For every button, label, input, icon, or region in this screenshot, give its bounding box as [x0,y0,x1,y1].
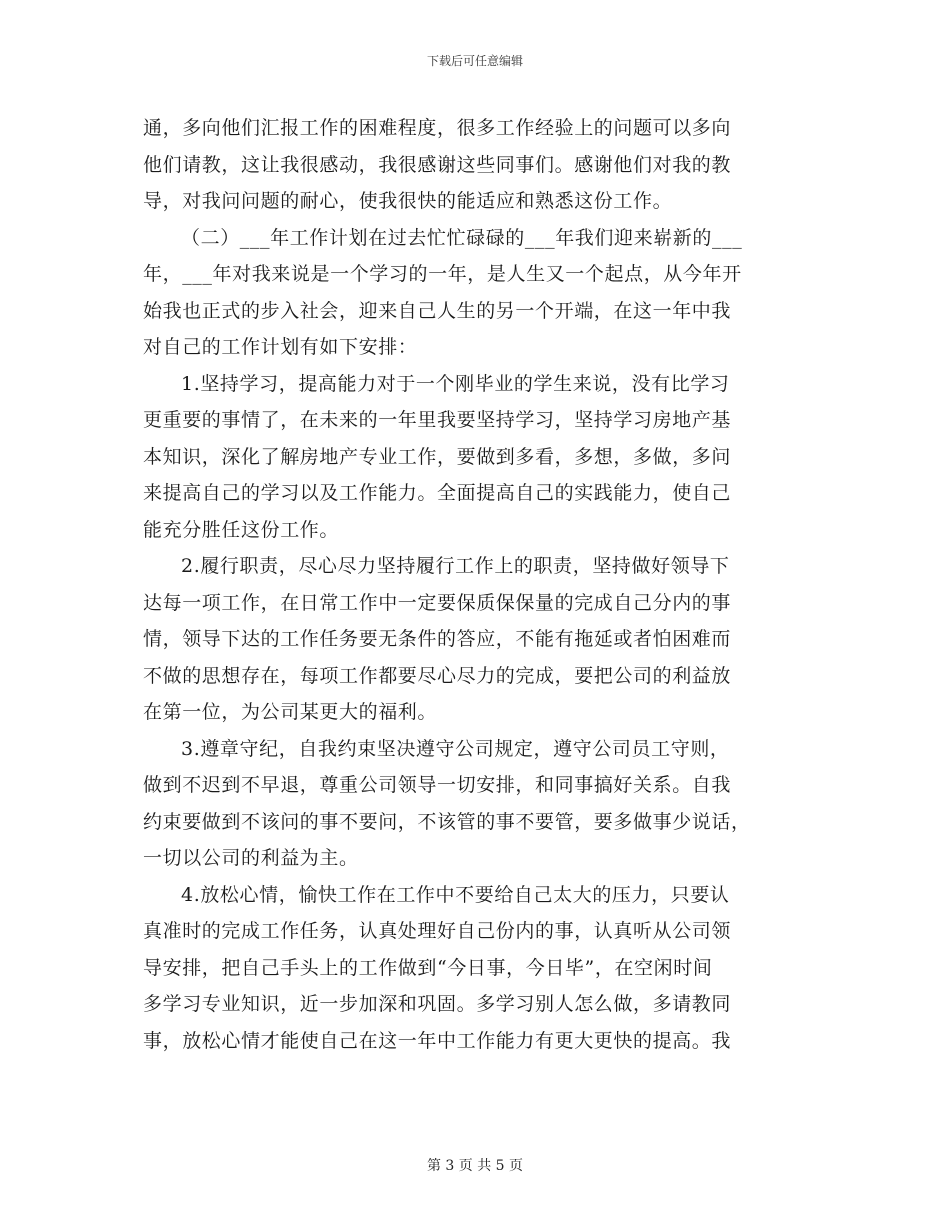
paragraph-start: 2.履行职责，尽心尽力坚持履行工作上的职责，坚持做好领导下 [181,555,730,577]
body-line: 本知识，深化了解房地产专业工作，要做到多看，多想，多做，多问 [143,445,732,468]
body-line: 真准时的完成工作任务，认真处理好自己份内的事，认真听从公司领 [143,920,732,942]
body-line: 一切以公司的利益为主。 [143,847,359,869]
body-line: 情，领导下达的工作任务要无条件的答应，不能有拖延或者怕困难而 [143,628,732,650]
body-line: 更重要的事情了，在未来的一年里我要坚持学习，坚持学习房地产基 [143,409,732,431]
body-line: 他们请教，这让我很感动，我很感谢这些同事们。感谢他们对我的教 [143,153,732,176]
paragraph-start: （二）___年工作计划在过去忙忙碌碌的___年我们迎来崭新的___ [181,226,743,249]
page-number: 第 3 页 共 5 页 [426,1158,524,1174]
body-line: 来提高自己的学习以及工作能力。全面提高自己的实践能力，使自己 [143,482,732,504]
body-line: 不做的思想存在，每项工作都要尽心尽力的完成，要把公司的利益放 [143,664,732,687]
body-line: 始我也正式的步入社会，迎来自己人生的另一个开端，在这一年中我 [143,299,732,322]
body-line: 多学习专业知识，近一步加深和巩固。多学习别人怎么做，多请教同 [143,993,732,1015]
body-line: 达每一项工作，在日常工作中一定要保质保保量的完成自己分内的事 [143,591,732,614]
body-line: 对自己的工作计划有如下安排： [143,336,418,358]
document-body [143,110,803,1059]
paragraph-start: 1.坚持学习，提高能力对于一个刚毕业的学生来说，没有比学习 [181,372,730,395]
paragraph-start: 4.放松心情，愉快工作在工作中不要给自己太大的压力，只要认 [181,883,730,906]
body-line: 导安排，把自己手头上的工作做到“今日事，今日毕”，在空闲时间 [143,956,713,979]
body-line: 做到不迟到不早退，尊重公司领导一切安排，和同事搞好关系。自我 [143,774,732,796]
paragraph-start: 3.遵章守纪，自我约束坚决遵守公司规定，遵守公司员工守则， [181,737,730,760]
body-line: 通，多向他们汇报工作的困难程度，很多工作经验上的问题可以多向 [143,117,732,139]
body-line: 能充分胜任这份工作。 [143,518,340,541]
body-line: 约束要做到不该问的事不要问，不该管的事不要管，要多做事少说话， [143,810,751,833]
body-line: 在第一位，为公司某更大的福利。 [143,701,438,723]
body-line: 事，放松心情才能使自己在这一年中工作能力有更大更快的提高。我 [143,1029,732,1052]
body-line: 年，___年对我来说是一个学习的一年，是人生又一个起点，从今年开 [143,263,742,285]
page-header: 下载后可任意编辑 [426,54,523,68]
body-line: 导，对我问问题的耐心，使我很快的能适应和熟悉这份工作。 [143,190,673,212]
